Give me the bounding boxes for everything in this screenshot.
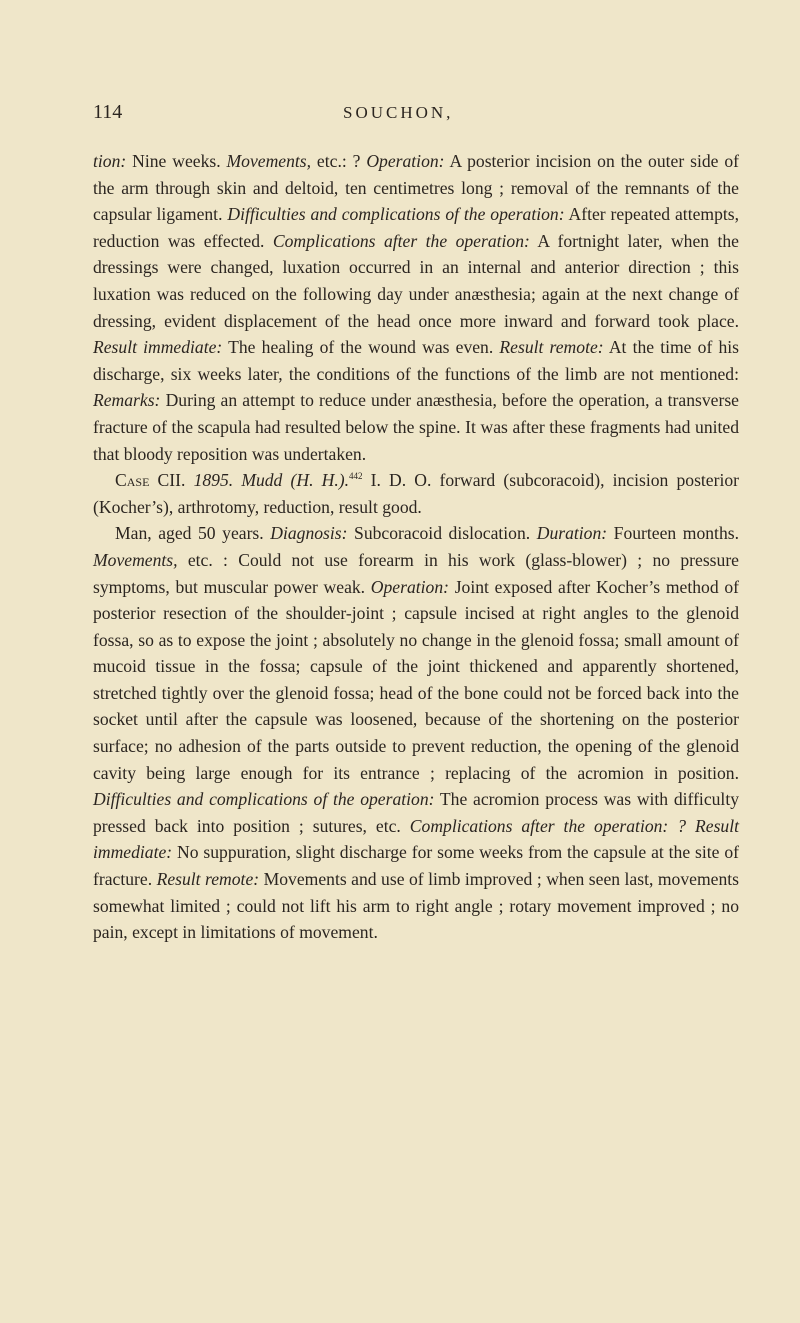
reference-number: 442 bbox=[348, 471, 363, 482]
body-span: The acromion process was with difficulty pressed back into position ; sutures, etc. bbox=[93, 789, 740, 836]
label-text: Movements, bbox=[93, 549, 178, 570]
label-text: Difficulties and complications of the operation: bbox=[93, 789, 435, 810]
case-number: Case CII. bbox=[115, 470, 186, 491]
case-author: Mudd (H. H.). bbox=[241, 470, 349, 491]
body-span bbox=[686, 816, 695, 836]
body-span: Movements and use of limb improved ; when seen last, movements somewhat limited ; could not lift his arm to right angle ; rotary movement improved ; no pain, except in limitations of movement. bbox=[93, 869, 739, 943]
body-span: Joint exposed after Kocher’s method of posterior resection of the shoulder-joint ; capsule incised at right angles to the glenoid fossa, so as to expose the joint ; absolutely no change in the glenoid fossa; small amount of mucoid tissue in the fossa; capsule of the joint thickened and apparently shortened, stretched tightly over the glenoid fossa; head of the bone could not be forced back into the socket until after the capsule was loosened, because of the shortening on the posterior surface; no adhesion of the parts outside to prevent reduction, the opening of the glenoid cavity being large enough for its entrance ; replacing of the acromion in position. bbox=[93, 576, 739, 783]
label-text: Movements, bbox=[226, 151, 312, 171]
label-text: Complications after the operation: bbox=[272, 230, 530, 251]
label-text: Difficulties and complications of the operation: bbox=[227, 204, 565, 225]
body-span: Subcoracoid dislocation. bbox=[347, 523, 537, 544]
body-span: No suppuration, slight discharge for some weeks from the capsule at the site of fracture. bbox=[93, 842, 739, 890]
label-text: Result remote: bbox=[156, 869, 260, 890]
body-span: etc.: ? bbox=[311, 151, 367, 171]
body-span: At the time of his discharge, six weeks later, the conditions of the functions of the limb are not mentioned: bbox=[93, 337, 739, 384]
body-span: Nine weeks. bbox=[126, 151, 227, 171]
case-year: 1895. bbox=[193, 470, 234, 491]
body-span: During an attempt to reduce under anæsthesia, before the operation, a transverse fracture of the scapula had resulted below the spine. It was after these fragments had united that bloody reposition was undertaken. bbox=[93, 390, 739, 464]
paragraph-case-details bbox=[93, 520, 739, 946]
case-summary: I. D. O. forward (subcoracoid), incision posterior (Kocher’s), arthrotomy, reduction, result good. bbox=[93, 470, 740, 517]
page-number: 114 bbox=[93, 101, 123, 123]
body-text bbox=[93, 148, 739, 946]
label-text: Diagnosis: bbox=[270, 523, 348, 544]
running-head: SOUCHON, bbox=[343, 103, 454, 122]
body-span: etc. : Could not use forearm in his work (glass-blower) ; no pressure symptoms, but muscular power weak. bbox=[93, 549, 739, 597]
label-text: Result immediate: bbox=[93, 815, 739, 863]
label-text: Operation: bbox=[370, 576, 449, 597]
paragraph-case-header bbox=[93, 467, 739, 520]
label-text: Duration: bbox=[536, 523, 608, 544]
body-span: After repeated attempts, reduction was effected. bbox=[93, 204, 740, 251]
page-header bbox=[93, 101, 740, 131]
body-span bbox=[185, 470, 193, 490]
label-text: Complications after the operation: ? bbox=[409, 815, 687, 836]
body-span: The healing of the wound was even. bbox=[222, 337, 500, 358]
paragraph-case-continuation bbox=[93, 148, 739, 467]
body-span: Man, aged 50 years. bbox=[115, 523, 271, 544]
label-text: Result remote: bbox=[499, 337, 604, 358]
label-text: Operation: bbox=[366, 151, 445, 171]
label-text: Remarks: bbox=[93, 390, 161, 411]
body-span: A fortnight later, when the dressings were changed, luxation occurred in an internal and anterior direction ; this luxation was reduced on the following day under anæsthesia; again at the next change of dressing, evident displacement of the head once more inward and forward took place. bbox=[93, 230, 739, 331]
body-span: A posterior incision on the outer side of the arm through skin and deltoid, ten centimetres long ; removal of the remnants of the capsular ligament. bbox=[93, 151, 740, 225]
label-text: Result immediate: bbox=[93, 337, 223, 358]
body-span: Fourteen months. bbox=[607, 523, 739, 544]
label-text: tion: bbox=[93, 151, 127, 171]
